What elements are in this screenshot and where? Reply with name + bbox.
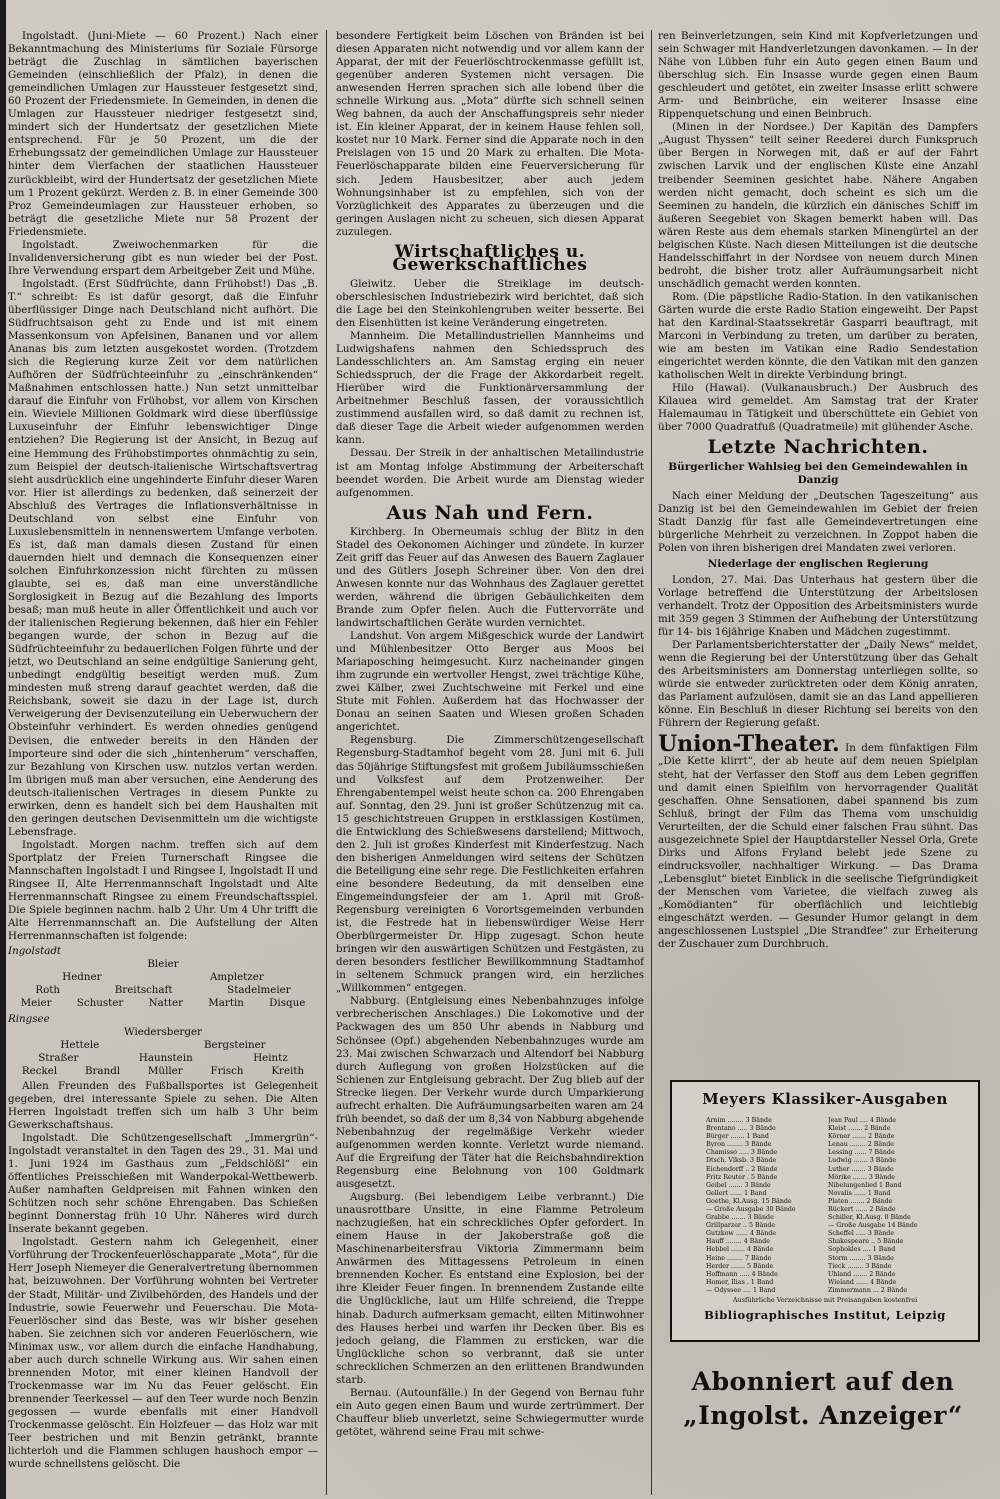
ad-list-item: Eichendorff .. 2 Bände	[706, 1165, 778, 1173]
column-right	[658, 30, 978, 1075]
ad-list-item: Hebbel ....... 4 Bände	[706, 1246, 774, 1254]
player-name: Bleier	[147, 958, 179, 971]
article-bernau: Bernau. (Autounfälle.) In der Gegend von Bernau fuhr ein Auto gegen einen Baum und wurde zertrümmert. Der Chauffeur blieb unverletzt, seine Schwiegermutter wurde getötet, während seine Frau mit schwe-	[336, 1386, 644, 1438]
player-name: Meier	[20, 997, 52, 1010]
ad-list-item: Hauff ........ 4 Bände	[706, 1238, 770, 1246]
player-name: Bergsteiner	[203, 1038, 266, 1051]
ad-list-item: Sophokles .... 1 Band	[828, 1246, 896, 1254]
ad-list-item: Lessing ...... 7 Bände	[828, 1149, 895, 1157]
article-fussball-note: Allen Freunden des Fußballsportes ist Gelegenheit gegeben, drei interessante Spiele zu sehen. Die Alten Herren Ingolstadt treffen sich um halb 3 Uhr beim Gewerkschaftshaus.	[8, 1079, 318, 1131]
lineup-ringsee	[8, 1013, 318, 1078]
article-fussball: Ingolstadt. Morgen nachm. treffen sich auf dem Sportplatz der Freien Turnerschaft Ringsee die Mannschaften Ingolstadt I und Ringsee I, Ingolstadt II und Ringsee II, Alte Herrenmannschaft Ingolstadt und Alte Herrenmannschaft Ringsee zu einem Freundschaftsspiel. Die Spiele beginnen nachm. halb 2 Uhr. Um 4 Uhr trifft die Alte Herrenmannschaft an. Die Aufstellung der Alten Herrenmannschaften ist folgende:	[8, 838, 318, 943]
article-daily-news: Der Parlamentsberichterstatter der „Daily News“ meldet, wenn die Regierung bei der Unterstützung über das Gehalt des Arbeitsministers am Donnerstag unterliegen sollte, so würde sie entweder zurücktreten oder dem König anraten, das Parlament aufzulösen, damit sie an das Land appellieren könne. Ein Beschluß in dieser Richtung sei bereits von den Führern der Regierung gefaßt.	[658, 639, 978, 730]
ad-list-item: Heine ........ 7 Bände	[706, 1254, 772, 1262]
section-heading-wirtschaft: Wirtschaftliches u. Gewerkschaftliches	[392, 241, 588, 275]
ad-list-item: Zimmermann ... 2 Bände	[828, 1286, 908, 1294]
article-invalidenversicherung: Ingolstadt. Zweiwochenmarken für die Invalidenversicherung gibt es nun wieder bei der Post. Ihre Verwendung erspart dem Arbeitgeber Zeit und Mühe.	[8, 238, 318, 277]
article-minen-nordsee: (Minen in der Nordsee.) Der Kapitän des Dampfers „August Thyssen“ teilt seiner Reederei durch Funkspruch über Bergen in Norwegen mit, daß er auf der Fahrt zwischen Larvik und der englischen Küste eine Anzahl treibender Seeminen gesichtet habe. Nähere Angaben werden nicht gemacht, doch scheint es sich um die Seeminen zu handeln, die kürzlich ein dänisches Schiff im äußeren Seegebiet von Skagen bemerkt haben will. Das wären Reste aus dem ehemals starken Minengürtel an der belgischen Küste. Nach diesen Mitteilungen ist die deutsche Handelsschiffahrt in der Nordsee von neuem durch Minen bedroht, die bisher trotz aller Aufräumungsarbeit nicht unschädlich gemacht werden konnten.	[658, 121, 978, 290]
article-bernau-continued: ren Beinverletzungen, sein Kind mit Kopfverletzungen und sein Schwager mit Handverletzungen davonkamen. — In der Nähe von Lübben fuhr ein Auto gegen einen Baum und überschlug sich. Ein Insasse wurde gegen einen Baum geschleudert und getötet, ein zweiter Insasse erlitt schwere Arm- und Beinbrüche, ein weiterer Insasse eine Rippenquetschung und einen Beinbruch.	[658, 30, 978, 121]
ad-list-item: Mörike ....... 3 Bände	[828, 1173, 896, 1181]
player-name: Hettele	[60, 1038, 100, 1051]
player-name: Straßer	[38, 1051, 79, 1064]
ad-list-item: Ludwig ....... 3 Bände	[828, 1157, 896, 1165]
ad-publisher: Bibliographisches Institut, Leipzig	[704, 1308, 946, 1322]
article-kirchberg: Kirchberg. In Oberneumais schlug der Blitz in den Stadel des Oekonomen Aichinger und zündete. In kurzer Zeit griff das Feuer auf das Anwesen des Bauern Zaglauer und des Gütlers Joseph Schreiner über. Von den drei Anwesen konnte nur das Wohnhaus des Zaglauer gerettet werden, während die übrigen Gebäulichkeiten dem Brande zum Opfer fielen. Auch die Futtervorräte und landwirtschaftlichen Geräte wurden vernichtet.	[336, 525, 644, 630]
section-heading-nah-fern: Aus Nah und Fern.	[386, 501, 594, 524]
player-name: Natter	[148, 997, 184, 1010]
ad-list-item: Schiller, Kl.Ausg. 8 Bände	[828, 1214, 911, 1222]
ad-list-item: Gellert ...... 1 Band	[706, 1189, 767, 1197]
player-name: Roth	[35, 984, 61, 997]
player-name: Wiedersberger	[124, 1025, 202, 1038]
ad-list-item: Storm ........ 3 Bände	[828, 1254, 894, 1262]
ad-list-item: Luther ....... 3 Bände	[828, 1165, 894, 1173]
player-name: Reckel	[21, 1064, 58, 1077]
article-nabburg: Nabburg. (Entgleisung eines Nebenbahnzuges infolge verbrecherischen Anschlages.) Die Lokomotive und der Packwagen des um 850 Uhr abends in Nabburg und Schönsee (Opf.) abgehenden Nebenbahnzuges wurde am 23. Mai zwischen Schwarzach und Altendorf bei Nabburg durch Auflegung von großen Holzstücken auf die Schienen zur Entgleisung gebracht. Der Zug blieb auf der Strecke liegen. Der Verkehr wurde durch Umparkierung aufrecht erhalten. Die Aufräumungsarbeiten waren am 24 früh beendet, so daß der um 8,34 von Nabburg abgehende Nebenbahnzug der regelmäßige Verkehr wieder aufgenommen werden konnte. Verletzt wurde niemand. Auf die Ergreifung der Täter hat die Reichsbahndirektion Regensburg eine Belohnung von 100 Goldmark ausgesetzt.	[336, 995, 644, 1191]
player-name: Schuster	[76, 997, 124, 1010]
ad-list-item: Hoffmann ..... 4 Bände	[706, 1270, 778, 1278]
article-london: London, 27. Mai. Das Unterhaus hat gestern über die Vorlage betreffend die Unterstützung der Arbeitslosen verhandelt. Trotz der Opposition des Arbeitsministers wurde mit 359 gegen 3 Stimmen der Aufhebung der Unterstützung für 14- bis 16jährige Knaben und Mädchen zugestimmt.	[658, 573, 978, 639]
ad-list-item: Platen ....... 2 Bände	[828, 1197, 893, 1205]
ad-list-item: Dtsch. Vlksb. 3 Bände	[706, 1157, 777, 1165]
subscription-banner	[670, 1365, 976, 1433]
ad-list-item: Wieland ...... 4 Bände	[828, 1278, 897, 1286]
ad-list-item: — Große Ausgabe 14 Bände	[828, 1222, 918, 1230]
ad-list-item: Geibel ....... 3 Bände	[706, 1181, 771, 1189]
ad-author-list	[706, 1117, 942, 1295]
article-union-theater	[658, 731, 978, 951]
ad-list-item: Nibelungenlied 1 Band	[828, 1181, 902, 1189]
article-landshut: Landshut. Von argem Mißgeschick wurde der Landwirt und Mühlenbesitzer Otto Berger aus Moos bei Mariaposching heimgesucht. Kurz nacheinander gingen ihm zugrunde ein wertvoller Hengst, zwei trächtige Kühe, zwei Kälber, zwei Zuchtschweine mit Ferkel und eine Stute mit Fohlen. Außerdem hat das Hochwasser der Donau an seinen Saaten und Wiesen großen Schaden angerichtet.	[336, 630, 644, 734]
ad-title: Meyers Klassiker-Ausgaben	[702, 1090, 948, 1108]
union-theater-text: In dem fünfaktigen Film „Die Kette klirrt“, der ab heute auf dem neuen Spielplan steht, hat der Verfasser den Stoff aus dem Leben gegriffen und damit einen Spielfilm von hervorragender Qualität geschaffen. Ohne Sensationen, dabei spannend bis zum Schluß, bringt der Film das Thema vom unschuldig Verurteilten, der die Schuld einer falschen Frau sühnt. Das ausgezeichnete Spiel der Hauptdarsteller Nessel Orla, Grete Dirks und Alfons Fryland belebt jede Szene zu eindrucksvoller, nachhaltiger Wirkung. — Das Drama „Lebensglut“ bietet Einblick in die seelische Tiefgründigkeit der Menschen vom Varietee, die vielfach zuweg als „Komödianten“ für oberflächlich und leichtlebig eingeschätzt werden. — Gesunder Humor gelangt in dem angeschlossenen Lustspiel „Die Strandfee“ zur Erheiterung der Zuschauer zum Durchbruch.	[658, 742, 978, 951]
article-juni-miete: Ingolstadt. (Juni-Miete — 60 Prozent.) Nach einer Bekanntmachung des Ministeriums für Soziale Fürsorge beträgt die Zuschlag in sämtlichen bayerischen Gemeinden (einschließlich der Pfalz), in denen die gemeindlichen Umlagen zur Haussteuer festgesetzt sind, 60 Prozent der Friedensmiete. In Gemeinden, in denen die Umlagen zur Haussteuer niedriger festgesetzt sind, mindert sich der Hundertsatz der gesetzlichen Miete entsprechend. Für je 50 Prozent, um die der Erhebungssatz der gemeindlichen Umlage zur Haussteuer hinter dem Vierfachen der staatlichen Haussteuer zurückbleibt, wird der Hundertsatz der gesetzlichen Miete um 1 Prozent gekürzt. Werden z. B. in einer Gemeinde 300 Proz Gemeindeumlagen zur Haussteuer erhoben, so beträgt die gesetzliche Miete nur 58 Prozent der Friedensmiete.	[8, 30, 318, 238]
ad-list-item: Chamisso ..... 3 Bände	[706, 1149, 778, 1157]
article-mannheim: Mannheim. Die Metallindustriellen Mannheims und Ludwigshafens nahmen den Schiedsspruch des Landesschlichters an. Am Samstag erging ein neuer Schiedsspruch, der die Frage der Akkordarbeit regelt. Hierüber wird die Funktionärversammlung der Arbeitnehmer Beschluß fassen, der voraussichtlich zustimmend ausfallen wird, so daß damit zu rechnen ist, daß dieser Tage die Arbeit wieder aufgenommen werden kann.	[336, 330, 644, 447]
article-augsburg: Augsburg. (Bei lebendigem Leibe verbrannt.) Die unausrottbare Unsitte, in eine Flamme Petroleum nachzugießen, hat ein schreckliches Opfer gefordert. In einem Hause in der Jakoberstraße goß die Maschinenarbeitersfrau Viktoria Zimmermann beim Anwärmen des Mittagessens Petroleum in einen brennenden Kocher. Es entstand eine Explosion, bei der ihre Kleider Feuer fingen. In brennendem Zustande eilte die Unglückliche, laut um Hilfe schreiend, die Treppe hinab. Dadurch aufmerksam gemacht, eilten Mitinwohner des Hauses herbei und warfen ihr Decken über. Bis es jedoch gelang, die Flammen zu ersticken, war die Unglückliche schon so verbrannt, daß sie unter schrecklichen Schmerzen an den erlittenen Brandwunden starb.	[336, 1191, 644, 1386]
club-name: Ringsee	[8, 1012, 50, 1025]
article-dessau: Dessau. Der Streik in der anhaltischen Metallindustrie ist am Montag infolge Abstimmung der Arbeiterschaft beendet worden. Die Arbeit wurde am Dienstag wieder aufgenommen.	[336, 447, 644, 499]
ad-list-item: Grabbe ....... 3 Bände	[706, 1214, 774, 1222]
article-rom-radio: Rom. (Die päpstliche Radio-Station. In den vatikanischen Gärten wurde die erste Radio Station eingeweiht. Der Papst hat den Kardinal-Staatssekretär Gasparri beauftragt, mit Marconi in Verbindung zu treten, um darüber zu beraten, wie am besten im Vatikan eine Radio Sendestation eingerichtet werden könnte, die den Vatikan mit den ganzen katholischen Welt in direkte Verbindung bringt.	[658, 290, 978, 382]
player-name: Frisch	[210, 1064, 244, 1077]
player-name: Heintz	[253, 1051, 288, 1064]
article-mota-continued: besondere Fertigkeit beim Löschen von Bränden ist bei diesen Apparaten nicht notwendig und vor allem kann der Apparat, der mit der Feuerlöschtrockenmasse gefüllt ist, gegenüber anderen Systemen nicht versagen. Die anwesenden Herren sprachen sich alle lobend über die schnelle Wirkung aus. „Mota“ dürfte sich schnell seinen Weg bahnen, da auch der Anschaffungspreis sehr nieder ist. Ein kleiner Apparat, der in keinem Hause fehlen soll, kostet nur 10 Mark. Ferner sind die Apparate noch in den Preislagen von 15 und 20 Mark zu erhalten. Die Mota-Feuerlöschapparate bilden eine Feuerversicherung für sich. Jedem Hausbesitzer, aber auch jedem Wohnungsinhaber ist zu empfehlen, sich von der Vorzüglichkeit des Apparates zu überzeugen und die geringen Auslagen nicht zu scheuen, sich diesen Apparat zuzulegen.	[336, 30, 644, 238]
union-theater-title: Union-Theater.	[658, 731, 840, 758]
club-name: Ingolstadt	[8, 945, 62, 958]
section-heading-letzte-nachrichten: Letzte Nachrichten.	[707, 436, 929, 459]
ad-list-item: Herder ....... 5 Bände	[706, 1262, 774, 1270]
ad-list-item: Scheffel ..... 3 Bände	[828, 1230, 895, 1238]
article-gleiwitz: Gleiwitz. Ueber die Streiklage im deutsch-oberschlesischen Industriebezirk wird berichtet, daß sich die Lage bei den Steinkohlengruben weiter besserte. Bei den Eisenhütten ist keine Veränderung eingetreten.	[336, 277, 644, 329]
article-hilo-vulkan: Hilo (Hawai). (Vulkanausbruch.) Der Ausbruch des Kilauea wird gemeldet. Am Samstag trat der Krater Halemaumau in Tätigkeit und überschüttete ein Gebiet von über 7000 Quadratfuß (Quadratmeile) mit glühender Asche.	[658, 382, 978, 434]
newspaper-page	[6, 0, 1000, 1499]
ad-list-item: — Große Ausgabe 30 Bände	[706, 1205, 796, 1213]
ad-list-item: Jean Paul .... 4 Bände	[828, 1117, 897, 1124]
ad-list-item: Kleist ....... 2 Bände	[828, 1125, 891, 1133]
player-name: Stadelmeier	[227, 984, 291, 997]
player-name: Hedner	[62, 971, 102, 984]
player-name: Müller	[147, 1064, 183, 1077]
player-name: Ampletzer	[209, 971, 264, 984]
ad-list-item: Gutzkow ...... 4 Bände	[706, 1230, 777, 1238]
ad-list-item: Goethe, Kl.Ausg. 15 Bände	[706, 1197, 792, 1205]
meyers-klassiker-ad	[670, 1080, 980, 1342]
column-left	[8, 30, 318, 1490]
ad-list-item: Arnim ........ 3 Bände	[706, 1117, 772, 1124]
ad-list-item: Grillparzer .. 5 Bände	[706, 1222, 776, 1230]
subheading-england: Niederlage der englischen Regierung	[707, 557, 929, 570]
ad-list-item: Bürger ....... 1 Band	[706, 1133, 769, 1141]
player-name: Breitschaft	[114, 984, 173, 997]
ad-list-item: Tieck ........ 3 Bände	[828, 1262, 892, 1270]
subscription-line-1: Abonniert auf den	[691, 1367, 955, 1396]
ad-list-item: — Odyssee .... 1 Band	[706, 1286, 776, 1294]
ad-list-item: Shakespeare .. 5 Bände	[828, 1238, 904, 1246]
ad-list-item: Novalis ...... 1 Band	[828, 1189, 891, 1197]
subscription-line-2: „Ingolst. Anzeiger“	[683, 1401, 963, 1430]
player-name: Haunstein	[138, 1051, 193, 1064]
article-regensburg: Regensburg. Die Zimmerschützengesellschaft Regensburg-Stadtamhof begeht vom 28. Juni mit 6. Juli das 50jährige Stiftungsfest mit großem Jubiläumsschießen und Volksfest auf dem Protzenweiher. Der Ehrengabentempel weist heute schon ca. 200 Ehrengaben auf. Sonntag, den 29. Juni ist großer Schützenzug mit ca. 15 geschichtstreuen Gruppen in erstklassigen Kostümen, die Entwicklung des Schießwesens darstellend; Mittwoch, den 2. Juli ist großes Kinderfest mit Kinderfestzug. Nach den bisherigen Anmeldungen wird seitens der Schützen die Beteiligung eine sehr rege. Die Festlichkeiten erfahren eine besondere Bedeutung, da mit denselben eine Eingemeindungsfeier der am 1. April mit Groß-Regensburg vereinigten 6 Vorortsgemeinden verbunden ist, die Festrede hat in liebenswürdiger Weise Herr Oberbürgermeister Dr. Hipp zugesagt. Schon heute bringen wir den auswärtigen Schützen und Festgästen, zu deren besonders festlicher Bewillkommnung Stadtamhof in seltenem Schmuck prangen wird, ein herzliches „Willkommen“ entgegen.	[336, 734, 644, 995]
ad-list-item: Lenau ........ 2 Bände	[828, 1141, 894, 1149]
ad-list-item: Körner ....... 2 Bände	[828, 1133, 895, 1141]
ad-note: Ausführliche Verzeichnisse mit Preisangaben kostenfrei	[732, 1296, 918, 1304]
ad-list-item: Rückert ...... 2 Bände	[828, 1205, 896, 1213]
ad-list-item: Homer, Ilias . 1 Band	[706, 1278, 774, 1286]
column-middle	[336, 30, 644, 1490]
ad-list-item: Byron ........ 3 Bände	[706, 1141, 772, 1149]
article-schuetzengesellschaft: Ingolstadt. Die Schützengesellschaft „Immergrün“-Ingolstadt veranstaltet in den Tagen des 29., 31. Mai und 1. Juni 1924 im Gasthaus zum „Feldschlößl“ ein öffentliches Preisschießen mit Wanderpokal-Wettbewerb. Außer namhaften Geldpreisen mit Fahnen winken den Schützen noch sehr schöne Ehrengaben. Das Schießen beginnt Donnerstag früh 10 Uhr. Näheres wird durch Inserate bekannt gegeben.	[8, 1131, 318, 1236]
ad-list-item: Uhland ....... 2 Bände	[828, 1270, 896, 1278]
column-rule	[651, 30, 652, 1495]
column-rule	[326, 30, 327, 1495]
player-name: Martin	[208, 997, 244, 1010]
subheading-danzig: Bürgerlicher Wahlsieg bei den Gemeindewahlen in Danzig	[668, 460, 968, 486]
article-danzig: Nach einer Meldung der „Deutschen Tageszeitung“ aus Danzig ist bei den Gemeindewahlen im Gebiet der freien Stadt Danzig für fast alle Gemeindevertretungen eine bürgerliche Mehrheit zu verzeichnen. In Zoppot haben die Polen von ihren bisherigen drei Mandaten zwei verloren.	[658, 489, 978, 554]
ad-list-item: Fritz Reuter . 5 Bände	[706, 1173, 778, 1181]
player-name: Disque	[269, 997, 306, 1010]
player-name: Kreith	[271, 1064, 305, 1077]
player-name: Brandl	[84, 1064, 121, 1077]
lineup-ingolstadt	[8, 945, 318, 1010]
article-mota-feuerloescher: Ingolstadt. Gestern nahm ich Gelegenheit, einer Vorführung der Trockenfeuerlöschapparate „Mota“, für die Herr Joseph Niemeyer die Generalvertretung übernommen hat, beizuwohnen. Der Vorführung wohnten bei Vertreter der Stadt, Militär- und Zivilbehörden, des Handels und der Industrie, sowie Feuerwehr und Feuerschau. Die Mota-Feuerlöscher sind das Beste, was wir bisher gesehen haben. Sie zeichnen sich vor anderen Feuerlöschern, wie Minimax usw., vor allem durch die einfache Handhabung, aber auch durch schnelle Wirkung aus. Wir sahen einen brennenden Motor, mit einer kleinen Handvoll der Trockenmasse war im Nu das Feuer gelöscht. Ein brennender Teerkessel — auf den Teer wurde noch Benzin gegossen — wurde ebenfalls mit einer Handvoll Trockenmasse gelöscht. Ein Holzfeuer — das Holz war mit Teer bestrichen und mit Benzin getränkt, brannte lichterloh und die Flammen schlugen haushoch empor — wurde schnellstens gelöscht. Die	[8, 1236, 318, 1471]
article-suedfruechte: Ingolstadt. (Erst Südfrüchte, dann Frühobst!) Das „B. T.“ schreibt: Es ist dafür gesorgt, daß die Einfuhr überflüssiger Dinge nach Deutschland nicht aufhört. Die Südfruchtsaison geht zu Ende und ist mit einem Massenkonsum von Apfelsinen, Bananen und vor allem Ananas bis zum letzten ausgekostet worden. (Trotzdem sich die Regierung kurze Zeit vor dem natürlichen Aufhören der Südfrüchteeinfuhr zu „einschränkenden“ Maßnahmen entschlossen hatte.) Nun setzt unmittelbar darauf die Einfuhr von Frühobst, vor allem von Kirschen ein. Wieviele Millionen Goldmark wird diese überflüssige Luxuseinfuhr der Einfuhr lebenswichtiger Dinge entziehen? Die Regierung ist der Ansicht, in Bezug auf eine Hemmung des Frühobstimportes ohnmächtig zu sein, zum Beispiel der deutsch-italienische Wirtschaftsvertrag sieht ausdrücklich eine ungehinderte Einfuhr dieser Waren vor. Hier ist allerdings zu bedenken, daß seinerzeit der Abschluß des Vertrages die Inflationsverhältnisse in Deutschland von selbst eine Einfuhr von Luxuslebensmitteln in nennenswertem Umfange verboten. Es ist, daß man damals diesen Zustand für einen dauernden hielt und demnach die Konsequenzen einer solchen Einfuhrkonzession nicht fürchten zu müssen glaubte, sei es, daß man eine unverständliche Sorglosigkeit in Bezug auf die Bezahlung des Imports besaß; man muß heute in aller Öffentlichkeit und auch vor der italienischen Regierung bekennen, daß hier ein Fehler begangen wurde, der schon in Bezug auf die Südfrüchteeinfuhr zu bedauerlichen Folgen führte und der jetzt, wo Deutschland an seine endgültige Sanierung geht, unbedingt endgültig beseitigt werden muß. Zum mindesten muß streng darauf geachtet werden, daß die Reichsbank, soweit sie dazu in der Lage ist, durch Verweigerung der Devisenzuteilung ein Ueberwuchern der Obsteinfuhr verhindert. Es werden ohnedies genügend Devisen, die entweder bereits in den Händen der Importeure sind oder die sich „hintenherum“ verschaffen, zur Bezahlung von Kirschen usw. nutzlos vertan werden. Im übrigen muß man aber versuchen, eine Aenderung des deutsch-italienischen Vertrages in diesem Punkte zu erwirken, denn es handelt sich bei dem Haushalten mit den geringen deutschen Devisenmitteln um die wichtigste Lebensfrage.	[8, 277, 318, 838]
ad-list-item: Brentano ..... 3 Bände	[706, 1125, 776, 1133]
